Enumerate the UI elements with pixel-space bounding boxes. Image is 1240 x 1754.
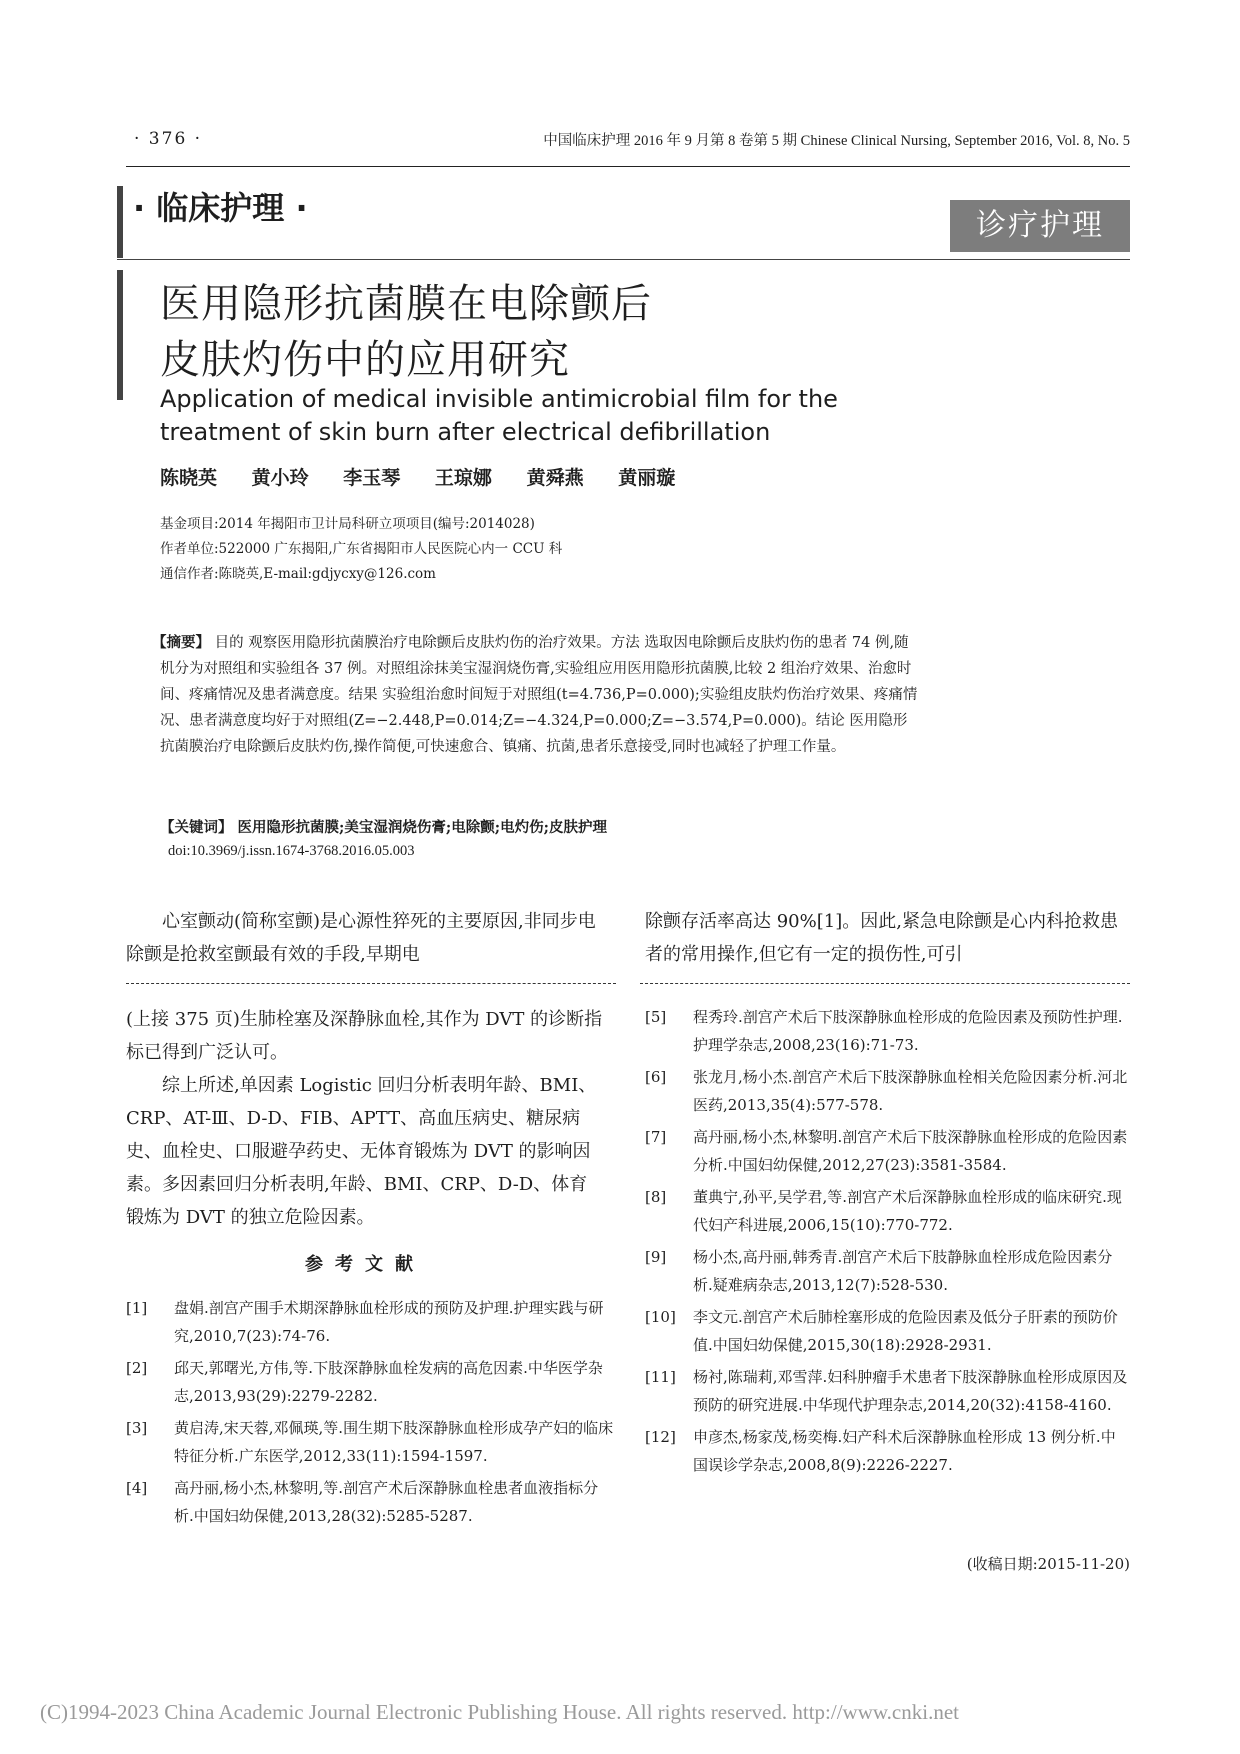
title-cn-line2: 皮肤灼伤中的应用研究: [160, 337, 570, 383]
fund-info: 基金项目:2014 年揭阳市卫计局科研立项项目(编号:2014028): [160, 516, 535, 532]
ref-text: 申彦杰,杨家茂,杨奕梅.妇产科术后深静脉血栓形成 13 例分析.中国误诊学杂志,2008,8(9):2226-2227.: [693, 1428, 1116, 1474]
doi: doi:10.3969/j.issn.1674-3768.2016.05.003: [168, 843, 415, 859]
author: 黄舜燕: [526, 467, 584, 489]
ref-text: 程秀玲.剖宫产术后下肢深静脉血栓形成的危险因素及预防性护理.护理学杂志,2008,23(16):71-73.: [693, 1008, 1123, 1054]
author: 王琼娜: [434, 467, 492, 489]
references-heading: 参考文献: [305, 1254, 425, 1275]
abstract: [152, 630, 920, 760]
abstract-label: 【摘要】: [152, 634, 210, 651]
reference-item: [126, 1414, 616, 1470]
ref-number: [6]: [645, 1068, 667, 1086]
running-head: 中国临床护理 2016 年 9 月第 8 卷第 5 期 Chinese Clinical Nursing, September 2016, Vol. 8, No. 5: [543, 133, 1130, 149]
continued-paragraph: (上接 375 页)生肺栓塞及深静脉血栓,其作为 DVT 的诊断指标已得到广泛认可。: [126, 1009, 603, 1063]
reference-item: [126, 1474, 616, 1530]
author-list: [160, 463, 703, 490]
correspondence: 通信作者:陈晓英,E-mail:gdjycxy@126.com: [160, 566, 436, 582]
page-header: [126, 126, 1130, 156]
received-date: (收稿日期:2015-11-20): [966, 1555, 1130, 1573]
ref-text: 杨衬,陈瑞莉,邓雪萍.妇科肿瘤手术患者下肢深静脉血栓形成原因及预防的研究进展.中华现代护理杂志,2014,20(32):4158-4160.: [693, 1368, 1128, 1414]
ref-text: 李文元.剖宫产术后肺栓塞形成的危险因素及低分子肝素的预防价值.中国妇幼保健,2015,30(18):2928-2931.: [693, 1308, 1118, 1354]
reference-item: [645, 1183, 1130, 1239]
article-title-cn: [160, 276, 652, 388]
intro-left-column: 心室颤动(简称室颤)是心源性猝死的主要原因,非同步电除颤是抢救室颤最有效的手段,早期电: [126, 911, 596, 965]
ref-text: 董典宁,孙平,吴学君,等.剖宫产术后深静脉血栓形成的临床研究.现代妇产科进展,2006,15(10):770-772.: [693, 1188, 1122, 1234]
ref-number: [7]: [645, 1128, 667, 1146]
ref-text: 张龙月,杨小杰.剖宫产术后下肢深静脉血栓相关危险因素分析.河北医药,2013,35(4):577-578.: [693, 1068, 1128, 1114]
continued-text: [126, 1003, 604, 1234]
references-left: [126, 1294, 616, 1534]
affiliation: 作者单位:522000 广东揭阳,广东省揭阳市人民医院心内一 CCU 科: [160, 541, 563, 557]
ref-number: [4]: [126, 1479, 148, 1497]
reference-item: [126, 1294, 616, 1350]
ref-text: 邱天,郭曙光,方伟,等.下肢深静脉血栓发病的高危因素.中华医学杂志,2013,93(29):2279-2282.: [174, 1359, 603, 1405]
ref-number: [8]: [645, 1188, 667, 1206]
ref-number: [9]: [645, 1248, 667, 1266]
tab-rule: [117, 259, 1130, 260]
keywords: [160, 815, 920, 841]
ref-number: [12]: [645, 1428, 676, 1446]
reference-item: [645, 1123, 1130, 1179]
author: 黄丽璇: [618, 467, 676, 489]
separator-rule: [640, 983, 1130, 984]
title-en-line2: treatment of skin burn after electrical defibrillation: [160, 418, 771, 446]
ref-number: [5]: [645, 1008, 667, 1026]
keywords-text: 医用隐形抗菌膜;美宝湿润烧伤膏;电除颤;电灼伤;皮肤护理: [232, 819, 607, 836]
ref-number: [10]: [645, 1308, 676, 1326]
reference-item: [126, 1354, 616, 1410]
author: 李玉琴: [343, 467, 401, 489]
reference-item: [645, 1423, 1130, 1479]
reference-item: [645, 1363, 1130, 1419]
ref-text: 杨小杰,高丹丽,韩秀青.剖宫产术后下肢静脉血栓形成危险因素分析.疑难病杂志,2013,12(7):528-530.: [693, 1248, 1113, 1294]
ref-number: [2]: [126, 1359, 148, 1377]
title-cn-line1: 医用隐形抗菌膜在电除颤后: [160, 281, 652, 327]
conclusion-paragraph: 综上所述,单因素 Logistic 回归分析表明年龄、BMI、CRP、AT-Ⅲ、D-D、FIB、APTT、高血压病史、糖尿病史、血栓史、口服避孕药史、无体育锻炼为 DVT 的影响因素。多因素回归分析表明,年龄、BMI、CRP、D-D、体育锻炼为 DVT 的独立危险因素。: [126, 1075, 597, 1228]
ref-text: 盘娟.剖宫产围手术期深静脉血栓形成的预防及护理.护理实践与研究,2010,7(23):74-76.: [174, 1299, 604, 1345]
ref-number: [11]: [645, 1368, 676, 1386]
reference-item: [645, 1003, 1130, 1059]
separator-rule: [126, 983, 616, 984]
reference-item: [645, 1243, 1130, 1299]
intro-right-column: 除颤存活率高达 90%[1]。因此,紧急电除颤是心内科抢救患者的常用操作,但它有一定的损伤性,可引: [645, 911, 1118, 965]
article-meta: [160, 512, 562, 587]
ref-text: 黄启涛,宋天蓉,邓佩瑛,等.围生期下肢深静脉血栓形成孕产妇的临床特征分析.广东医学,2012,33(11):1594-1597.: [174, 1419, 614, 1465]
reference-item: [645, 1303, 1130, 1359]
author: 黄小玲: [251, 467, 309, 489]
page-number: · 376 ·: [134, 129, 203, 149]
keywords-label: 【关键词】: [160, 819, 233, 836]
header-rule: [126, 166, 1130, 167]
title-accent-bar: [117, 270, 123, 400]
reference-item: [645, 1063, 1130, 1119]
ref-text: 高丹丽,杨小杰,林黎明,等.剖宫产术后深静脉血栓患者血液指标分析.中国妇幼保健,2013,28(32):5285-5287.: [174, 1479, 599, 1525]
author: 陈晓英: [160, 467, 218, 489]
copyright-notice: (C)1994-2023 China Academic Journal Electronic Publishing House. All rights reserved. http://www.cnki.net: [40, 1700, 959, 1724]
ref-number: [1]: [126, 1299, 148, 1317]
ref-text: 高丹丽,杨小杰,林黎明.剖宫产术后下肢深静脉血栓形成的危险因素分析.中国妇幼保健,2012,27(23):3581-3584.: [693, 1128, 1128, 1174]
references-right: [645, 1003, 1130, 1483]
article-title-en: [160, 383, 838, 449]
abstract-text: 目的 观察医用隐形抗菌膜治疗电除颤后皮肤灼伤的治疗效果。方法 选取因电除颤后皮肤灼伤的患者 74 例,随机分为对照组和实验组各 37 例。对照组涂抹美宝湿润烧伤膏,实验组应用医用隐形抗菌膜,比较 2 组治疗效果、治愈时间、疼痛情况及患者满意度。结果 实验组治愈时间短于对照组(t=4.736,P=0.000);实验组皮肤灼伤治疗效果、疼痛情况、患者满意度均好于对照组(Z=−2.448,P=0.014;Z=−4.324,P=0.000;Z=−3.574,P=0.000)。结论 医用隐形抗菌膜治疗电除颤后皮肤灼伤,操作简便,可快速愈合、镇痛、抗菌,患者乐意接受,同时也减轻了护理工作量。: [160, 635, 918, 755]
section-tab: 诊疗护理: [950, 200, 1130, 252]
ref-number: [3]: [126, 1419, 148, 1437]
column-label: · 临床护理 ·: [117, 186, 367, 258]
title-en-line1: Application of medical invisible antimicrobial film for the: [160, 385, 838, 413]
